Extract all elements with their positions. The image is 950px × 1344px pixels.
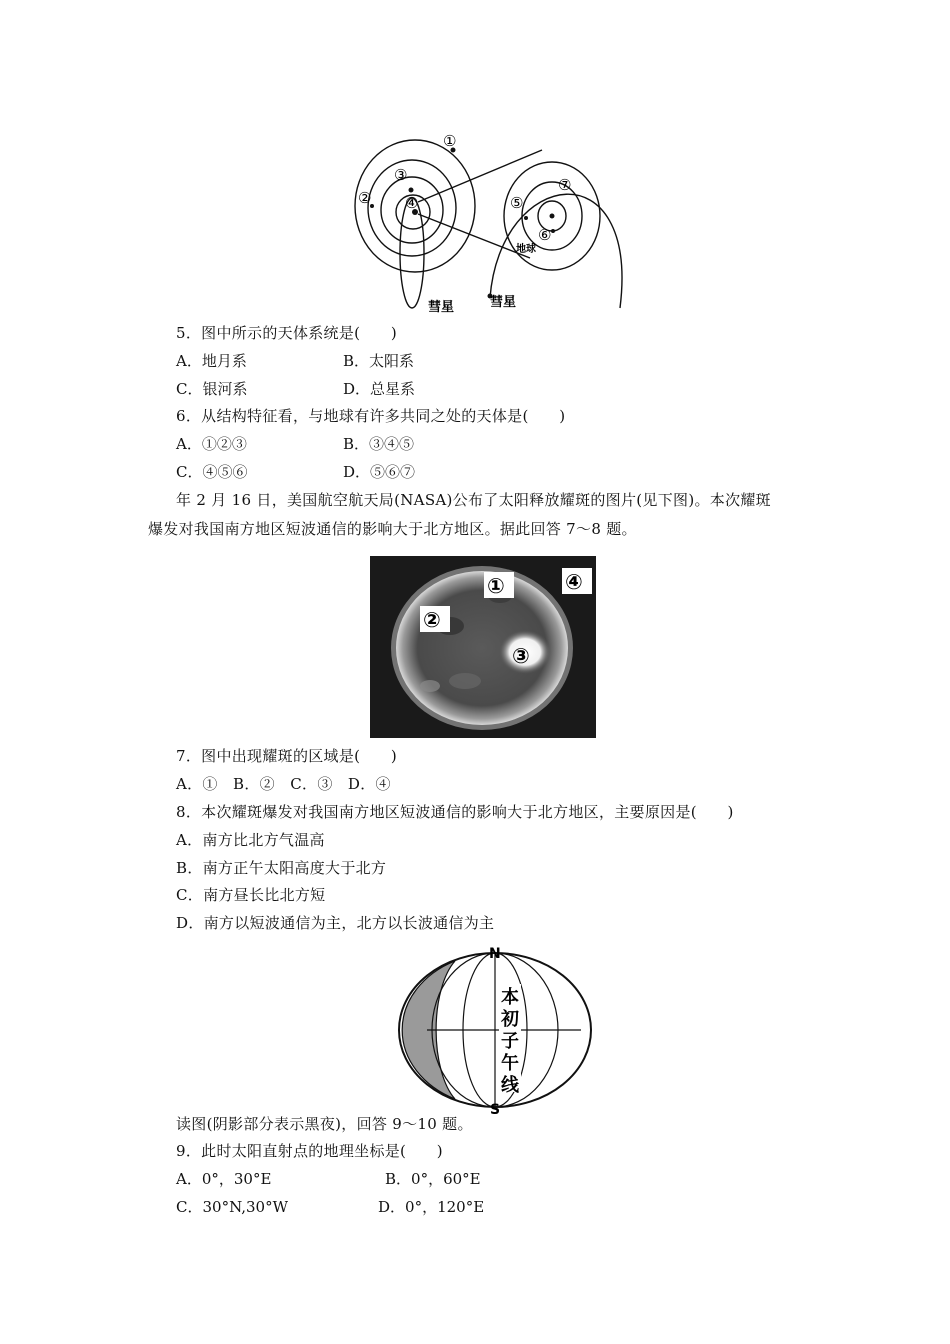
label-comet-right: 彗星 bbox=[490, 295, 517, 310]
q6-option-d: D．⑤⑥⑦ bbox=[343, 463, 416, 481]
q5-option-a: A．地月系 bbox=[176, 352, 247, 370]
q8-option-b: B．南方正午太阳高度大于北方 bbox=[176, 859, 387, 877]
flare-label-4: ④ bbox=[565, 570, 583, 594]
flare-label-3: ③ bbox=[512, 644, 530, 668]
q5-option-c: C．银河系 bbox=[176, 380, 248, 398]
south-label: S bbox=[490, 1102, 501, 1116]
q6-option-a: A．①②③ bbox=[176, 435, 247, 453]
q8-option-d: D．南方以短波通信为主，北方以长波通信为主 bbox=[176, 914, 495, 932]
solar-system-diagram bbox=[350, 128, 630, 323]
meridian-char-5: 线 bbox=[501, 1075, 519, 1096]
label-1: ① bbox=[443, 132, 457, 150]
flare-label-2: ② bbox=[423, 608, 441, 632]
meridian-char-1: 本 bbox=[501, 987, 519, 1008]
flare-label-1: ① bbox=[487, 574, 505, 598]
label-7: ⑦ bbox=[558, 176, 572, 194]
q9-stem: 9．此时太阳直射点的地理坐标是( ) bbox=[176, 1142, 443, 1160]
q6-option-b: B．③④⑤ bbox=[343, 435, 415, 453]
q9-option-d: D．0°，120°E bbox=[378, 1198, 485, 1216]
north-label: N bbox=[489, 946, 501, 962]
meridian-char-3: 子 bbox=[501, 1031, 519, 1052]
label-2: ② bbox=[358, 189, 372, 207]
intro-7-8-line1: 年 2 月 16 日，美国航空航天局(NASA)公布了太阳释放耀斑的图片(见下图)。本次耀斑 bbox=[176, 491, 771, 509]
label-6: ⑥ bbox=[538, 226, 552, 244]
q5-option-d: D．总星系 bbox=[343, 380, 416, 398]
intro-9-10: 读图(阴影部分表示黑夜)，回答 9～10 题。 bbox=[176, 1115, 473, 1133]
solar-flare-image bbox=[370, 556, 596, 738]
q6-option-c: C．④⑤⑥ bbox=[176, 463, 248, 481]
q5-option-b: B．太阳系 bbox=[343, 352, 415, 370]
q9-option-b: B．0°，60°E bbox=[385, 1170, 481, 1188]
meridian-char-4: 午 bbox=[501, 1053, 519, 1074]
label-3: ③ bbox=[394, 166, 408, 184]
q8-option-c: C．南方昼长比北方短 bbox=[176, 886, 326, 904]
q9-option-a: A．0°，30°E bbox=[176, 1170, 272, 1188]
intro-7-8-line2: 爆发对我国南方地区短波通信的影响大于北方地区。据此回答 7～8 题。 bbox=[148, 520, 637, 538]
label-4: ④ bbox=[405, 194, 419, 212]
q6-stem: 6．从结构特征看，与地球有许多共同之处的天体是( ) bbox=[176, 407, 566, 425]
q8-stem: 8．本次耀斑爆发对我国南方地区短波通信的影响大于北方地区，主要原因是( ) bbox=[176, 803, 734, 821]
meridian-char-2: 初 bbox=[501, 1009, 519, 1030]
globe-diagram bbox=[395, 944, 595, 1116]
label-5: ⑤ bbox=[510, 194, 524, 212]
q7-stem: 7．图中出现耀斑的区域是( ) bbox=[176, 747, 398, 765]
q5-stem: 5．图中所示的天体系统是( ) bbox=[176, 324, 398, 342]
label-comet-left: 彗星 bbox=[428, 300, 455, 315]
q7-options: A．① B．② C．③ D．④ bbox=[176, 775, 391, 793]
label-earth: 地球 bbox=[516, 244, 536, 255]
q9-option-c: C．30°N,30°W bbox=[176, 1198, 289, 1216]
q8-option-a: A．南方比北方气温高 bbox=[176, 831, 325, 849]
